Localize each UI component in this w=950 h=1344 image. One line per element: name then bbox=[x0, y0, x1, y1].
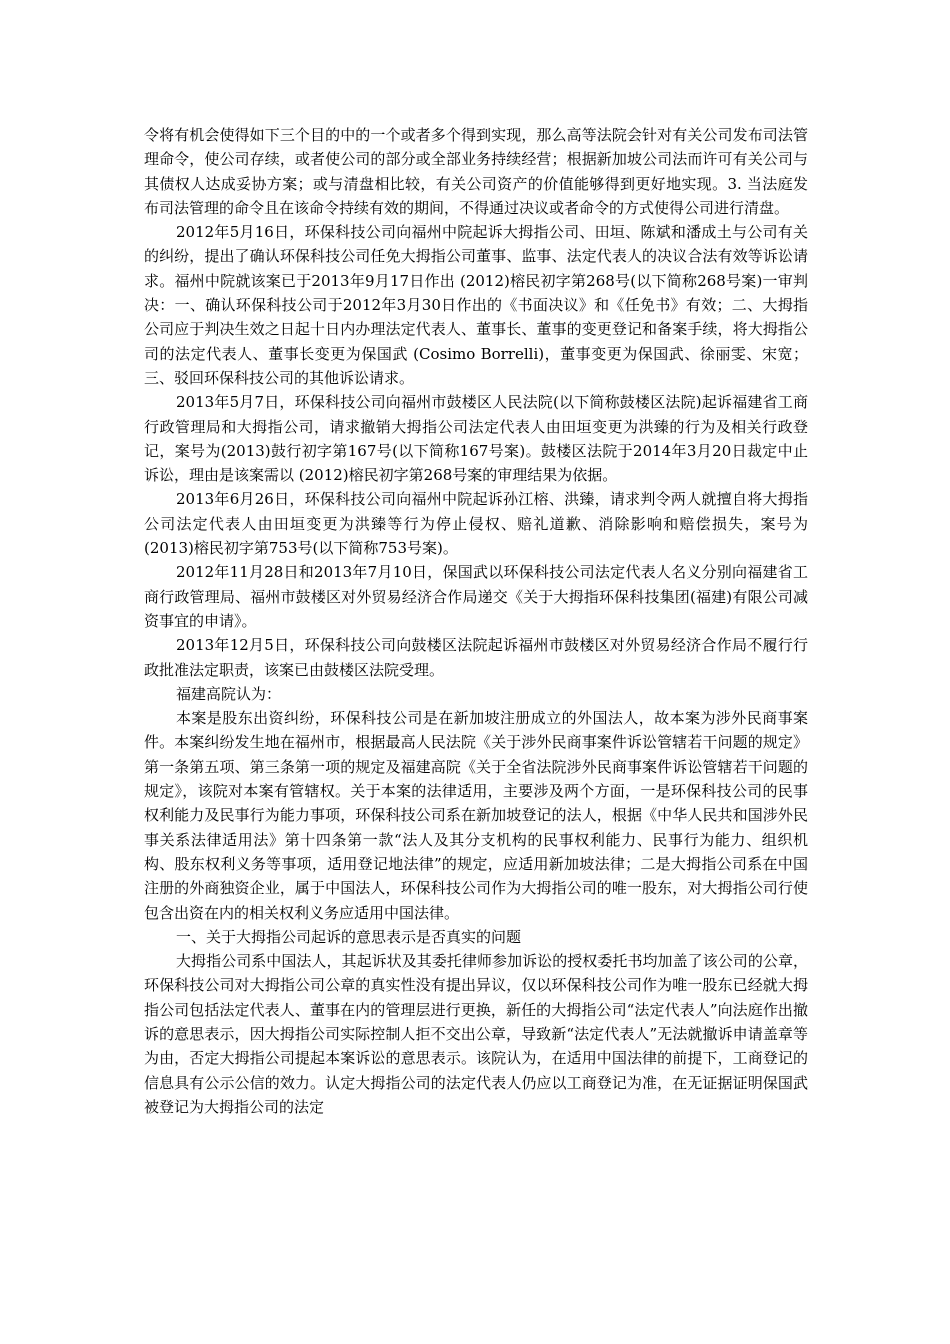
paragraph-capital-reduction: 2012年11月28日和2013年7月10日，保国武以环保科技公司法定代表人名义分别向福建省工商行政管理局、福州市鼓楼区对外贸易经济合作局递交《关于大拇指环保科技集团(福建)有限公司减资事宜的申请》。 bbox=[144, 563, 808, 630]
paragraph-continuation: 令将有机会使得如下三个目的中的一个或者多个得到实现，那么高等法院会针对有关公司发布司法管理命令，使公司存续，或者使公司的部分或全部业务持续经营；根据新加坡公司法而许可有关公司与其债权人达成妥协方案；或与清盘相比较，有关公司资产的价值能够得到更好地实现。3. 当法庭发布司法管理的命令且在该命令持续有效的期间，不得通过决议或者命令的方式使得公司进行清盘。 bbox=[144, 126, 808, 217]
paragraph-case-753: 2013年6月26日，环保科技公司向福州中院起诉孙江榕、洪臻，请求判令两人就擅自将大拇指公司法定代表人由田垣变更为洪臻等行为停止侵权、赔礼道歉、消除影响和赔偿损失，案号为(2013)榕民初字第753号(以下简称753号案)。 bbox=[144, 490, 808, 558]
paragraph-jurisdiction: 本案是股东出资纠纷，环保科技公司是在新加坡注册成立的外国法人，故本案为涉外民商事案件。本案纠纷发生地在福州市，根据最高人民法院《关于涉外民商事案件诉讼管辖若干问题的规定》第一条第五项、第三条第一项的规定及福建高院《关于全省法院涉外民商事案件诉讼管辖若干问题的规定》，该院对本案有管辖权。关于本案的法律适用，主要涉及两个方面，一是环保科技公司的民事权利能力及民事行为能力事项，环保科技公司系在新加坡登记的法人，根据《中华人民共和国涉外民事关系法律适用法》第十四条第一款“法人及其分支机构的民事权利能力、民事行为能力、组织机构、股东权利义务等事项，适用登记地法律”的规定，应适用新加坡法律；二是大拇指公司系在中国注册的外商独资企业，属于中国法人，环保科技公司作为大拇指公司的唯一股东，对大拇指公司行使包含出资在内的相关权利义务应适用中国法律。 bbox=[144, 709, 808, 922]
section-heading-1: 一、关于大拇指公司起诉的意思表示是否真实的问题 bbox=[176, 927, 522, 946]
document-page bbox=[144, 123, 808, 1119]
paragraph-case-268: 2012年5月16日，环保科技公司向福州中院起诉大拇指公司、田垣、陈斌和潘成土与公司有关的纠纷，提出了确认环保科技公司任免大拇指公司董事、监事、法定代表人的决议合法有效等诉讼请求。福州中院就该案已于2013年9月17日作出 (2012)榕民初字第268号(以下简称268号案)一审判决：一、确认环保科技公司于2012年3月30日作出的《书面决议》和《任免书》有效；二、大拇指公司应于判决生效之日起十日内办理法定代表人、董事长、董事的变更登记和备案手续，将大拇指公司的法定代表人、董事长变更为保国武 (Cosimo Borrelli)，董事变更为保国武、徐丽雯、宋宽；三、驳回环保科技公司的其他诉讼请求。 bbox=[144, 223, 808, 387]
paragraph-case-167: 2013年5月7日，环保科技公司向福州市鼓楼区人民法院(以下简称鼓楼区法院)起诉福建省工商行政管理局和大拇指公司，请求撤销大拇指公司法定代表人由田垣变更为洪臻的行为及相关行政登记，案号为(2013)鼓行初字第167号(以下简称167号案)。鼓楼区法院于2014年3月20日裁定中止诉讼，理由是该案需以 (2012)榕民初字第268号案的审理结果为依据。 bbox=[144, 393, 809, 485]
paragraph-administrative-suit: 2013年12月5日，环保科技公司向鼓楼区法院起诉福州市鼓楼区对外贸易经济合作局不履行行政批准法定职责，该案已由鼓楼区法院受理。 bbox=[144, 636, 808, 679]
paragraph-intent: 大拇指公司系中国法人，其起诉状及其委托律师参加诉讼的授权委托书均加盖了该公司的公章，环保科技公司对大拇指公司公章的真实性没有提出异议，仅以环保科技公司作为唯一股东已经就大拇指公司包括法定代表人、董事在内的管理层进行更换，新任的大拇指公司“法定代表人”向法庭作出撤诉的意思表示，因大拇指公司实际控制人拒不交出公章，导致新“法定代表人”无法就撤诉申请盖章等为由，否定大拇指公司提起本案诉讼的意思表示。该院认为，在适用中国法律的前提下，工商登记的信息具有公示公信的效力。认定大拇指公司的法定代表人仍应以工商登记为准，在无证据证明保国武被登记为大拇指公司的法定 bbox=[144, 952, 808, 1116]
paragraph-court-opinion-heading: 福建高院认为： bbox=[176, 684, 282, 703]
